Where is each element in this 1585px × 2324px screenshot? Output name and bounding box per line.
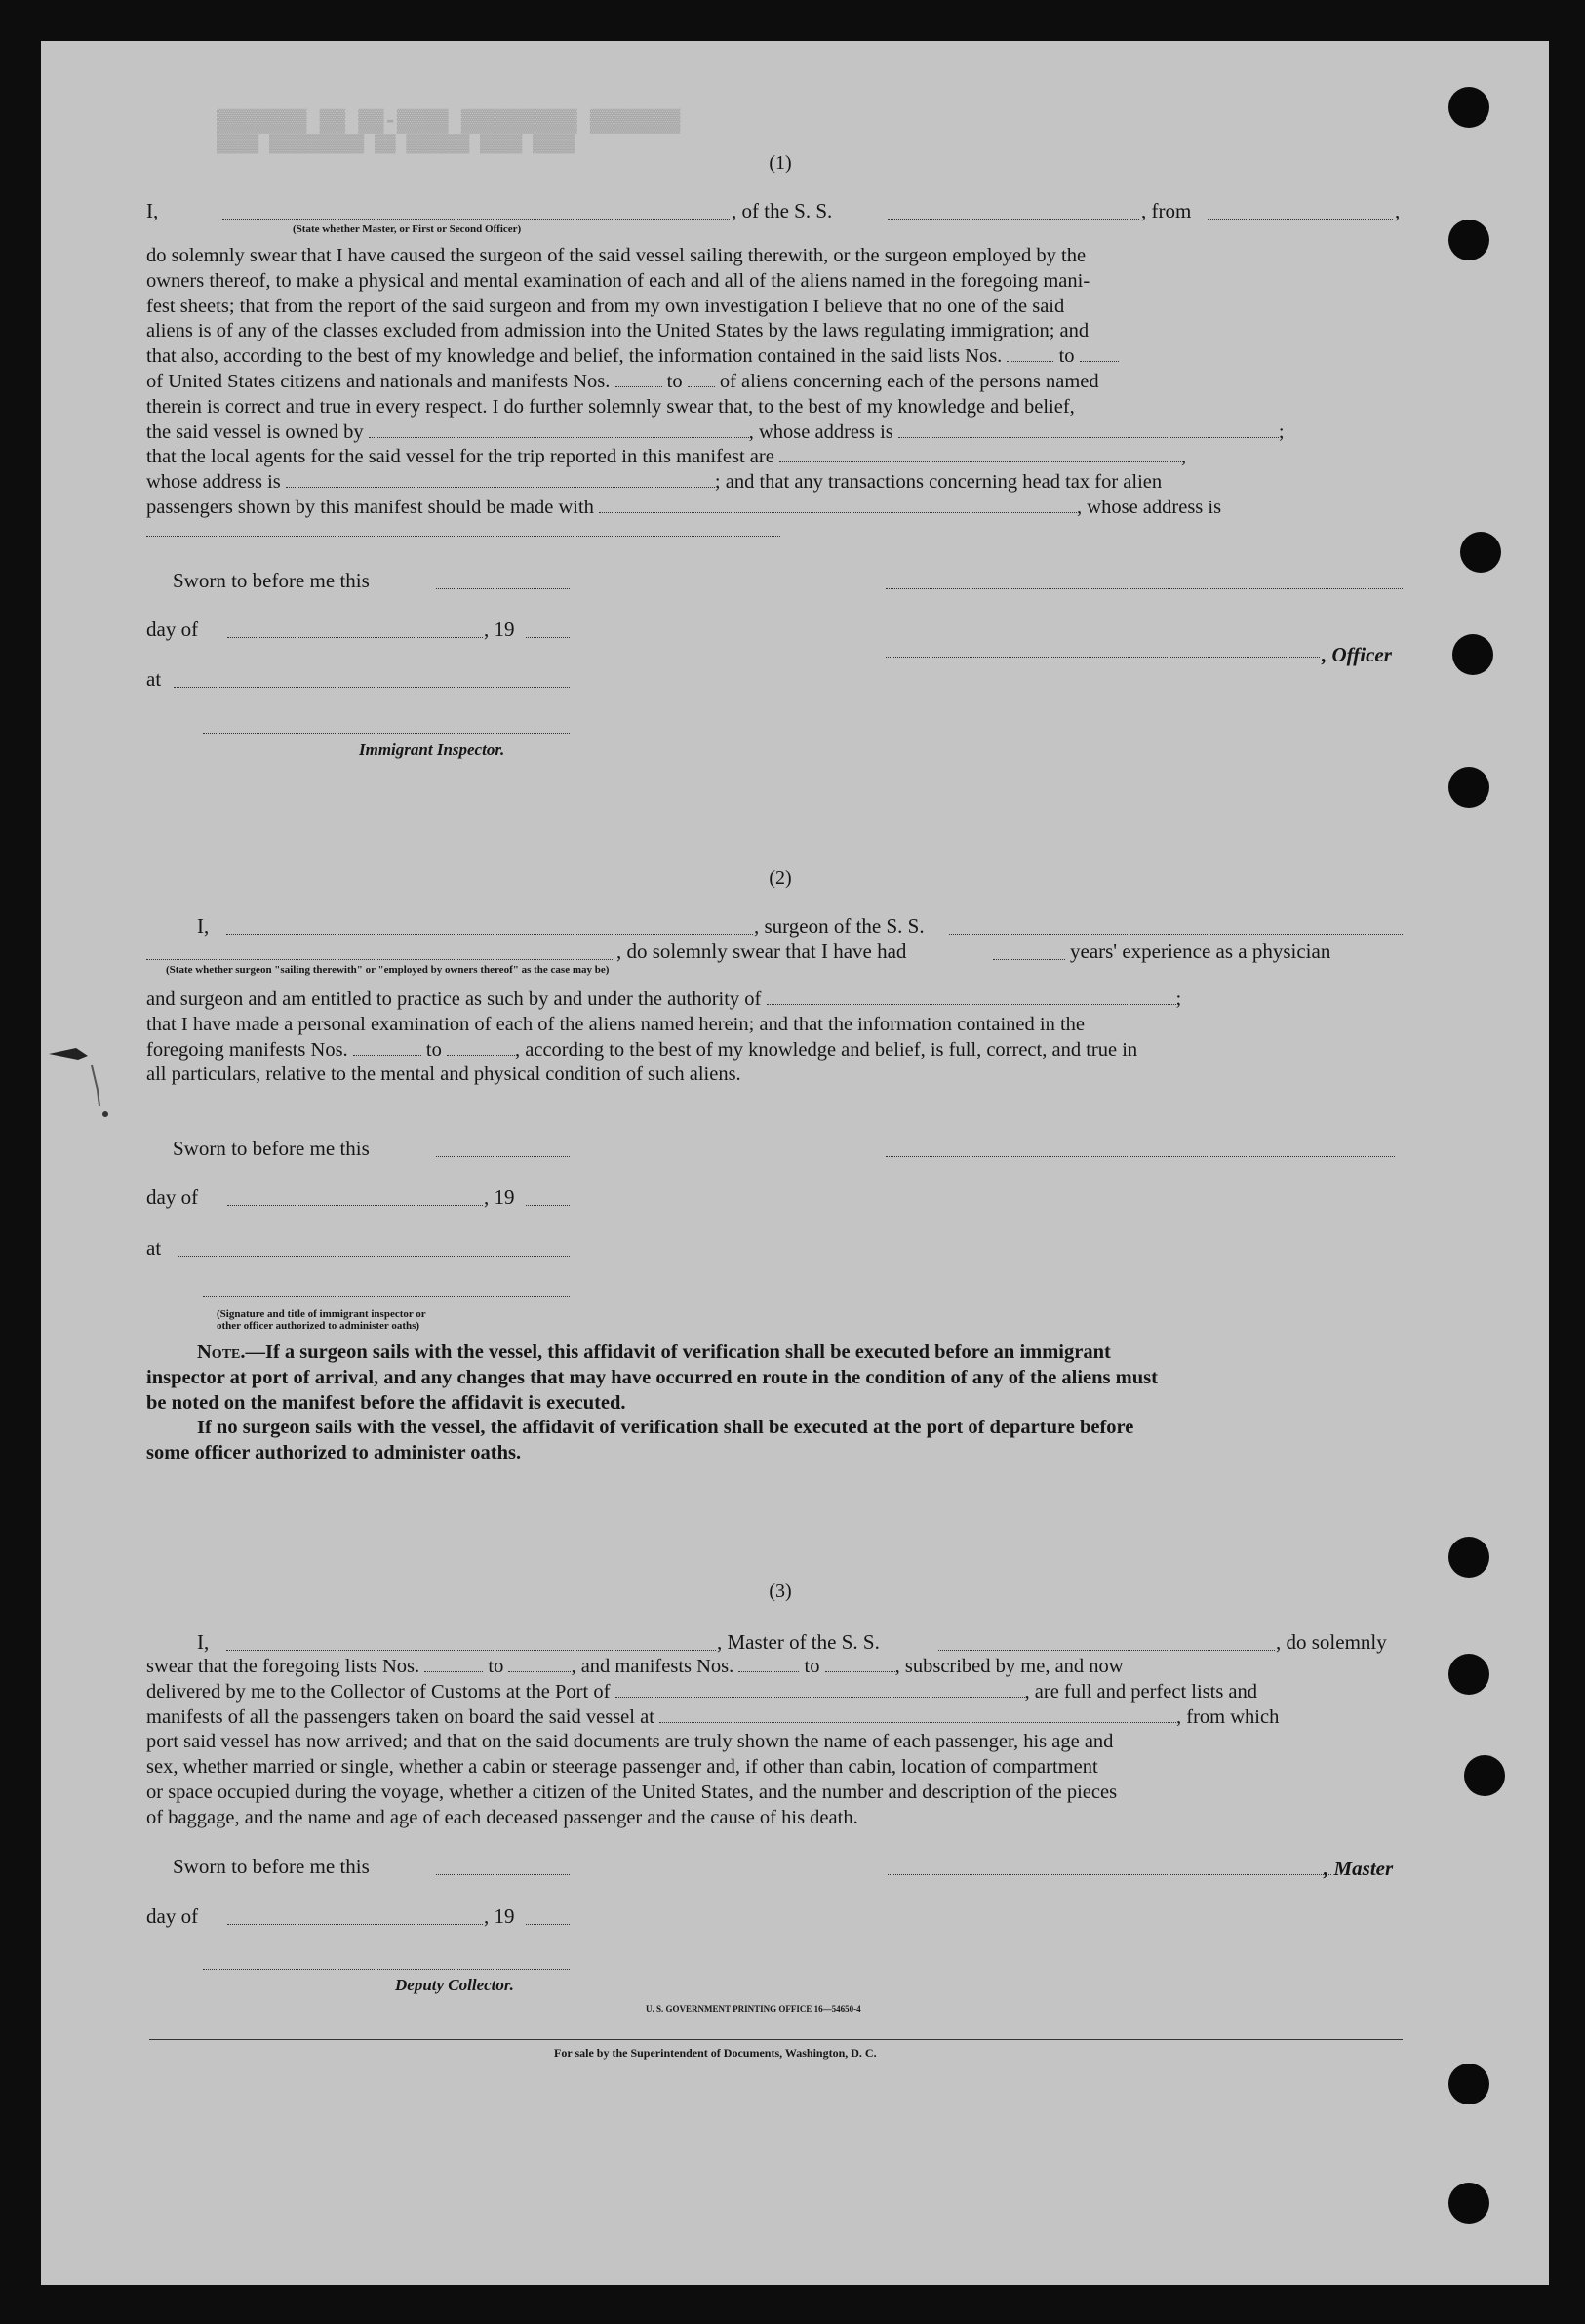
sale-line: For sale by the Superintendent of Documents, Washington, D. C. — [554, 2046, 877, 2060]
of-ss-label: , of the S. S. — [732, 199, 833, 222]
month-blank[interactable] — [227, 637, 483, 638]
punch-hole — [1448, 767, 1489, 808]
i-label: I, — [197, 1630, 210, 1654]
body-line: of United States citizens and nationals and manifests Nos. to of aliens concerning each of the persons named — [146, 370, 1099, 392]
note-block — [146, 1341, 1405, 1466]
month-blank[interactable] — [227, 1205, 483, 1206]
manifests-to-blank[interactable] — [688, 371, 715, 387]
from-label: , from — [1141, 199, 1192, 222]
punch-hole — [1460, 532, 1501, 573]
section-2-body — [146, 987, 1405, 1088]
note-line: inspector at port of arrival, and any changes that may have occurred en route in the condition of any of the aliens must — [146, 1366, 1158, 1388]
vessel-name-blank[interactable] — [949, 934, 1403, 935]
punch-hole — [1448, 1537, 1489, 1578]
master-signature-blank[interactable] — [888, 1874, 1331, 1875]
i-label: I, — [197, 914, 210, 938]
body-line: passengers shown by this manifest should be made with , whose address is — [146, 496, 1222, 518]
bleed-through: ▓▓▓▓ ▓▓▓▓▓▓▓▓▓ ▓▓ ▓▓▓▓▓▓ ▓▓▓▓ ▓▓▓▓ — [217, 135, 575, 154]
punch-hole — [1464, 1755, 1505, 1796]
port-blank[interactable] — [615, 1681, 1025, 1698]
at-label: at — [146, 667, 162, 691]
officer-title-blank[interactable] — [886, 657, 1320, 658]
lists-to-blank[interactable] — [508, 1656, 571, 1672]
lists-from-blank[interactable] — [424, 1656, 483, 1672]
punch-hole — [1448, 2064, 1489, 2104]
body-line: delivered by me to the Collector of Customs at the Port of , are full and perfect lists and — [146, 1680, 1258, 1703]
note-line: some officer authorized to administer oaths. — [146, 1442, 522, 1464]
agents-address-blank[interactable] — [286, 471, 715, 488]
year-blank[interactable] — [526, 1924, 570, 1925]
surgeon-name-blank[interactable] — [226, 934, 753, 935]
year-blank[interactable] — [526, 1205, 570, 1206]
sworn-label: Sworn to before me this — [173, 569, 370, 592]
place-blank[interactable] — [174, 687, 570, 688]
surgeon-signature-blank[interactable] — [886, 1156, 1395, 1157]
inspector-label: Immigrant Inspector. — [359, 741, 505, 759]
line-end-comma: , — [1395, 199, 1401, 222]
body-line: do solemnly swear that I have caused the surgeon of the said vessel sailing therewith, or the surgeon employed by the — [146, 245, 1087, 266]
owner-address-blank[interactable] — [898, 421, 1279, 438]
years-blank[interactable] — [993, 959, 1065, 960]
section-1-number: (1) — [769, 152, 792, 174]
sworn-label: Sworn to before me this — [173, 1855, 370, 1878]
collector-label: Deputy Collector. — [395, 1976, 514, 1994]
collector-signature-blank[interactable] — [203, 1969, 570, 1970]
body-line: the said vessel is owned by , whose address is ; — [146, 421, 1285, 443]
section-3-number: (3) — [769, 1581, 792, 1602]
surgeon-status-blank[interactable] — [146, 959, 614, 960]
sworn-day-blank[interactable] — [436, 1874, 570, 1875]
officer-caption: (State whether Master, or First or Second Officer) — [293, 223, 522, 235]
manifests-from-blank[interactable] — [615, 371, 662, 387]
inspector-signature-blank[interactable] — [203, 733, 570, 734]
punch-hole — [1448, 1654, 1489, 1695]
note-line: Note.—If a surgeon sails with the vessel, this affidavit of verification shall be executed before an immigrant — [197, 1342, 1111, 1363]
body-line: foregoing manifests Nos. to , according to the best of my knowledge and belief, is full, correct, and true in — [146, 1038, 1138, 1061]
body-line: whose address is ; and that any transactions concerning head tax for alien — [146, 471, 1163, 494]
master-of-label: , Master of the S. S. — [717, 1630, 880, 1654]
printing-office-line: U. S. GOVERNMENT PRINTING OFFICE 16—54650-4 — [646, 2004, 861, 2014]
agents-blank[interactable] — [779, 446, 1181, 462]
sworn-day-blank[interactable] — [436, 1156, 570, 1157]
officer-signature-blank[interactable] — [886, 588, 1403, 589]
solemnly-label: , do solemnly — [1276, 1630, 1387, 1654]
year-label: , 19 — [484, 1185, 515, 1209]
note-line: be noted on the manifest before the affidavit is executed. — [146, 1391, 626, 1414]
punch-hole — [1452, 634, 1493, 675]
body-line: or space occupied during the voyage, whether a citizen of the United States, and the number and description of the pieces — [146, 1781, 1118, 1803]
master-name-blank[interactable] — [226, 1650, 716, 1651]
owner-blank[interactable] — [369, 421, 749, 438]
surgeon-caption: (State whether surgeon "sailing therewith" or "employed by owners thereof" as the case may be) — [166, 964, 610, 976]
oath-officer-signature-blank[interactable] — [203, 1296, 570, 1297]
master-label: , Master — [1324, 1857, 1394, 1880]
experience-label: years' experience as a physician — [1070, 940, 1331, 963]
body-line: owners thereof, to make a physical and mental examination of each and all of the aliens named in the foregoing mani- — [146, 269, 1090, 292]
i-label: I, — [146, 199, 159, 222]
body-line: that the local agents for the said vessel for the trip reported in this manifest are , — [146, 446, 1187, 468]
manifests-to-blank[interactable] — [825, 1656, 895, 1672]
signature-caption: (Signature and title of immigrant inspector or other officer authorized to administer oaths) — [217, 1308, 426, 1332]
note-line: If no surgeon sails with the vessel, the affidavit of verification shall be executed at the port of departure before — [197, 1417, 1134, 1439]
body-line: of baggage, and the name and age of each deceased passenger and the cause of his death. — [146, 1806, 858, 1828]
body-line: therein is correct and true in every respect. I do further solemnly swear that, to the best of my knowledge and belief, — [146, 395, 1075, 418]
head-tax-blank[interactable] — [599, 497, 1077, 513]
punch-hole — [1448, 87, 1489, 128]
embark-port-blank[interactable] — [659, 1706, 1176, 1723]
day-of-label: day of — [146, 618, 199, 641]
body-line: all particulars, relative to the mental and physical condition of such aliens. — [146, 1063, 741, 1086]
section-3-body — [146, 1655, 1405, 1831]
body-line: that I have made a personal examination of each of the aliens named herein; and that the information contained in the — [146, 1013, 1085, 1035]
swear-label: , do solemnly swear that I have had — [616, 940, 907, 963]
day-of-label: day of — [146, 1185, 199, 1209]
body-line: aliens is of any of the classes excluded from admission into the United States by the laws regulating immigration; and — [146, 320, 1090, 342]
year-blank[interactable] — [526, 637, 570, 638]
head-tax-address-blank[interactable] — [146, 536, 780, 537]
vessel-name-blank[interactable] — [888, 219, 1139, 220]
year-label: , 19 — [484, 1904, 515, 1928]
manifests-to-blank[interactable] — [447, 1039, 515, 1056]
body-line: manifests of all the passengers taken on board the said vessel at , from which — [146, 1705, 1280, 1728]
sworn-label: Sworn to before me this — [173, 1137, 370, 1160]
vessel-name-blank[interactable] — [938, 1650, 1275, 1651]
year-label: , 19 — [484, 618, 515, 641]
surgeon-of-label: , surgeon of the S. S. — [754, 914, 925, 938]
body-line: swear that the foregoing lists Nos. to , and manifests Nos. to , subscribed by me, and now — [146, 1656, 1124, 1677]
divider — [149, 2039, 1403, 2040]
punch-hole — [1448, 2183, 1489, 2224]
officer-label: , Officer — [1322, 643, 1392, 666]
section-1-body — [146, 244, 1405, 521]
month-blank[interactable] — [227, 1924, 483, 1925]
body-line: fest sheets; that from the report of the said surgeon and from my own investigation I believe that no one of the said — [146, 295, 1065, 317]
bleed-through: ▓▓▓▓▓▓▓ ▓▓ ▓▓-▓▓▓▓ ▓▓▓▓▓▓▓▓▓ ▓▓▓▓▓▓▓ — [217, 109, 681, 134]
manifests-from-blank[interactable] — [738, 1656, 799, 1672]
body-line: sex, whether married or single, whether a cabin or steerage passenger and, if other than cabin, location of compartment — [146, 1756, 1098, 1779]
officer-name-blank[interactable] — [222, 219, 730, 220]
authority-blank[interactable] — [767, 988, 1176, 1005]
body-line: that also, according to the best of my knowledge and belief, the information contained in the said lists Nos. to — [146, 344, 1405, 370]
sworn-day-blank[interactable] — [436, 588, 570, 589]
lists-from-blank[interactable] — [1007, 345, 1053, 362]
section-2-number: (2) — [769, 867, 792, 889]
punch-hole — [1448, 220, 1489, 260]
manifests-from-blank[interactable] — [353, 1039, 421, 1056]
body-line: and surgeon and am entitled to practice as such by and under the authority of ; — [146, 988, 1182, 1010]
day-of-label: day of — [146, 1904, 199, 1928]
place-blank[interactable] — [178, 1256, 570, 1257]
ink-smudge — [49, 997, 127, 1134]
body-line: port said vessel has now arrived; and that on the said documents are truly shown the name of each passenger, his age and — [146, 1731, 1114, 1753]
at-label: at — [146, 1236, 162, 1260]
lists-to-blank[interactable] — [1080, 345, 1119, 362]
from-port-blank[interactable] — [1208, 219, 1393, 220]
